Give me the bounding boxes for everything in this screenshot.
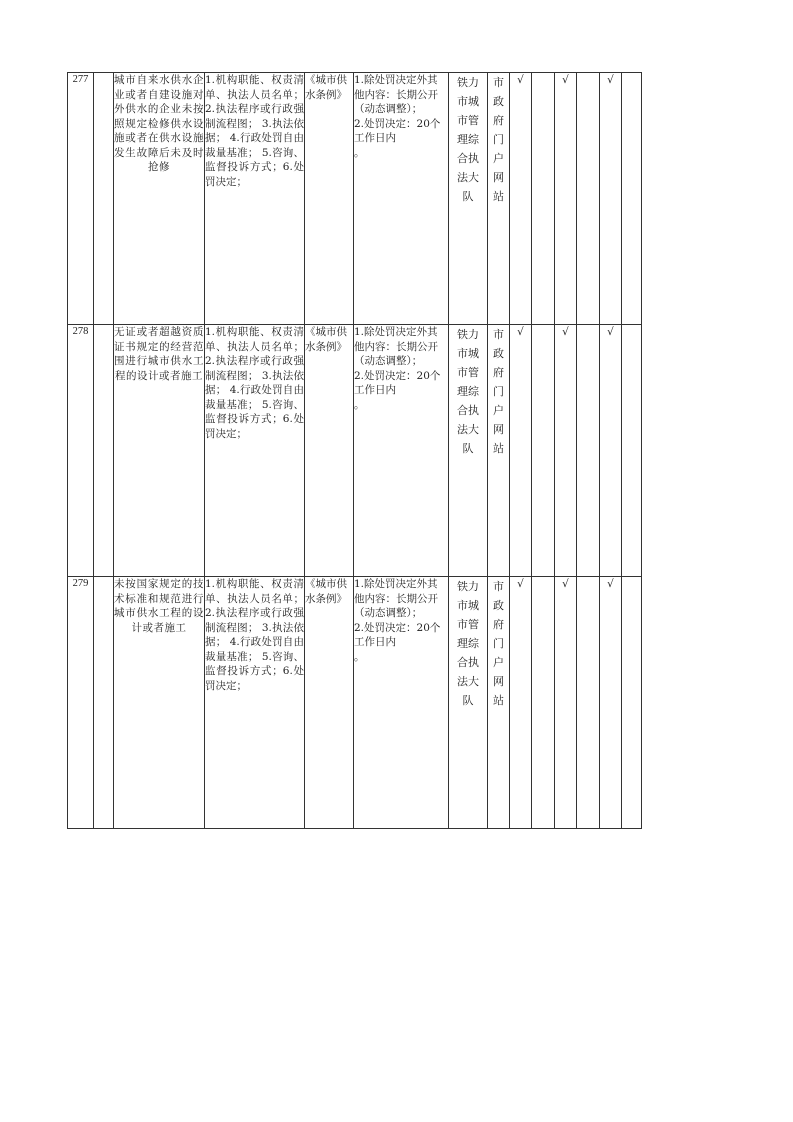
table-row xyxy=(68,577,642,829)
check-cell: √ xyxy=(600,325,622,577)
check-cell xyxy=(532,73,555,325)
disclosure-subject xyxy=(449,73,488,325)
disclosure-period: 1.除处罚决定外其他内容：长期公开 （动态调整）； 2.处罚决定：20个工作日内 。 xyxy=(354,73,449,325)
empty-cell xyxy=(94,325,114,577)
disclosure-subject xyxy=(449,325,488,577)
check-cell: √ xyxy=(510,577,532,829)
channel-text: 市政府门户网站 xyxy=(493,328,504,455)
check-cell xyxy=(577,577,600,829)
row-number: 278 xyxy=(68,325,94,577)
empty-cell xyxy=(94,577,114,829)
check-cell: √ xyxy=(600,577,622,829)
legal-basis: 《城市供水条例》 xyxy=(305,577,354,829)
disclosure-channel xyxy=(488,577,510,829)
disclosure-content: 1.机构职能、权责清单、执法人员名单； 2.执法程序或行政强制流程图； 3.执法依据； 4.行政处罚自由裁量基准； 5.咨询、监督投诉方式；6.处罚决定； xyxy=(205,577,305,829)
check-cell xyxy=(622,577,642,829)
item-name: 城市自来水供水企业或者自建设施对外供水的企业未按照规定检修供水设施或者在供水设施发生故障后未及时抢修 xyxy=(114,73,205,325)
disclosure-content: 1.机构职能、权责清单、执法人员名单； 2.执法程序或行政强制流程图； 3.执法依据； 4.行政处罚自由裁量基准； 5.咨询、监督投诉方式；6.处罚决定； xyxy=(205,73,305,325)
check-cell xyxy=(577,325,600,577)
disclosure-content: 1.机构职能、权责清单、执法人员名单； 2.执法程序或行政强制流程图； 3.执法依据； 4.行政处罚自由裁量基准； 5.咨询、监督投诉方式；6.处罚决定； xyxy=(205,325,305,577)
disclosure-table xyxy=(67,72,642,829)
disclosure-channel xyxy=(488,325,510,577)
legal-basis: 《城市供水条例》 xyxy=(305,73,354,325)
legal-basis: 《城市供水条例》 xyxy=(305,325,354,577)
subject-text: 铁力市城市管理综合执法大队 xyxy=(457,76,479,203)
channel-text: 市政府门户网站 xyxy=(493,580,504,707)
disclosure-channel xyxy=(488,73,510,325)
item-name: 未按国家规定的技术标准和规范进行城市供水工程的设计或者施工 xyxy=(114,577,205,829)
disclosure-period: 1.除处罚决定外其他内容：长期公开 （动态调整）； 2.处罚决定：20个工作日内 。 xyxy=(354,325,449,577)
subject-text: 铁力市城市管理综合执法大队 xyxy=(457,328,479,455)
disclosure-subject xyxy=(449,577,488,829)
channel-text: 市政府门户网站 xyxy=(493,76,504,203)
check-cell: √ xyxy=(555,73,577,325)
check-cell: √ xyxy=(600,73,622,325)
check-cell: √ xyxy=(555,577,577,829)
empty-cell xyxy=(94,73,114,325)
table-row xyxy=(68,325,642,577)
check-cell: √ xyxy=(510,73,532,325)
check-cell xyxy=(532,325,555,577)
disclosure-period: 1.除处罚决定外其他内容：长期公开 （动态调整）； 2.处罚决定：20个工作日内 。 xyxy=(354,577,449,829)
item-name: 无证或者超越资质证书规定的经营范围进行城市供水工程的设计或者施工 xyxy=(114,325,205,577)
check-cell xyxy=(577,73,600,325)
check-cell: √ xyxy=(555,325,577,577)
subject-text: 铁力市城市管理综合执法大队 xyxy=(457,580,479,707)
check-cell xyxy=(622,325,642,577)
check-cell xyxy=(532,577,555,829)
check-cell: √ xyxy=(510,325,532,577)
row-number: 279 xyxy=(68,577,94,829)
row-number: 277 xyxy=(68,73,94,325)
table-row xyxy=(68,73,642,325)
check-cell xyxy=(622,73,642,325)
